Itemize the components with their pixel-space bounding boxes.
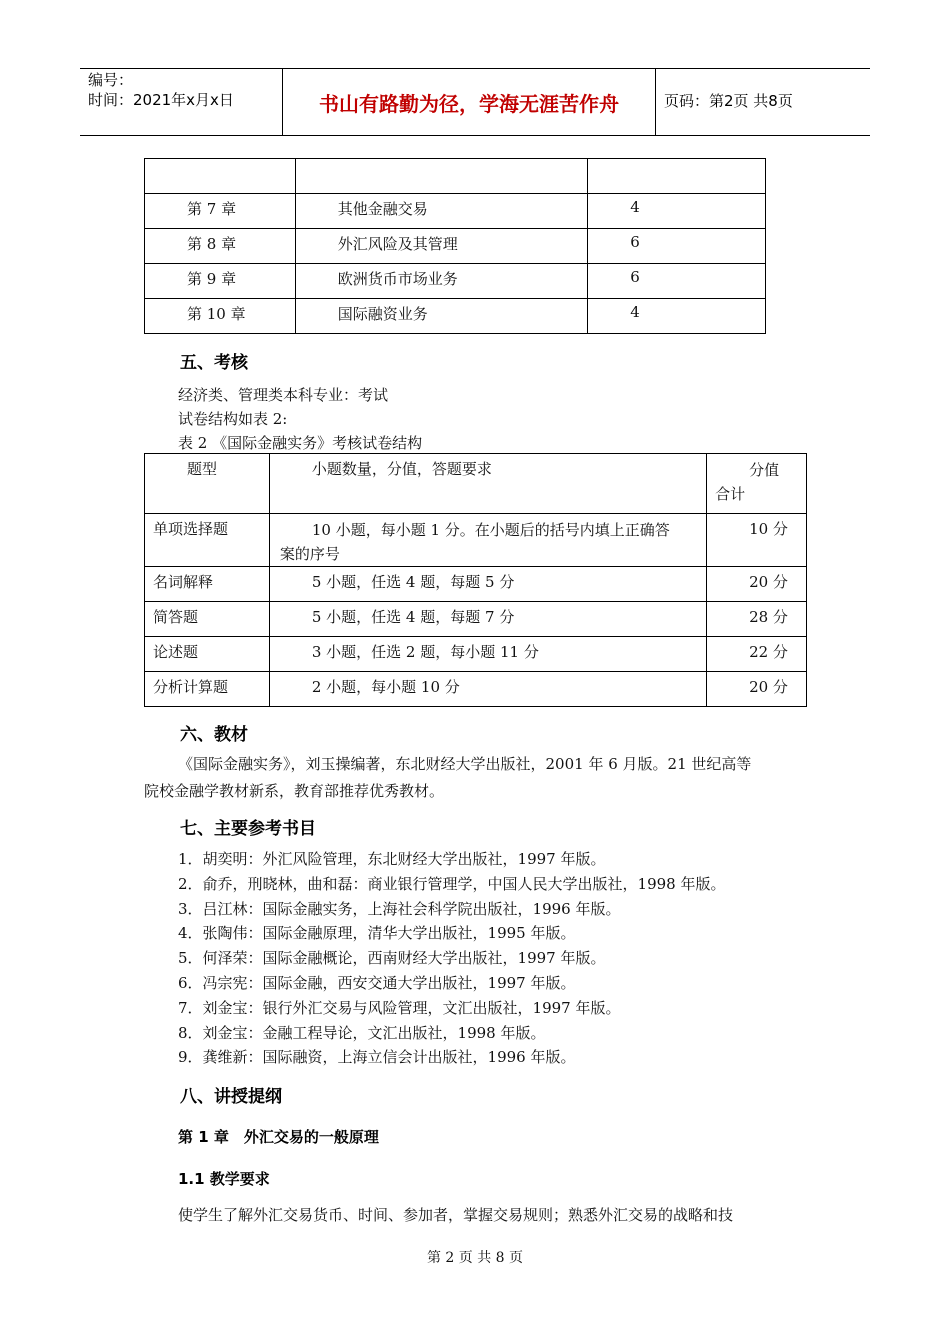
table-caption: 表 2 《国际金融实务》考核试卷结构 [178,434,423,452]
table-row [145,159,766,194]
chapter-hours-cell [588,159,766,194]
table-row [145,637,807,672]
reference-item: 7．刘金宝：银行外汇交易与风险管理，文汇出版社，1997 年版。 [178,999,621,1017]
question-desc-cell: 5 小题，任选 4 题，每题 5 分 [269,567,706,602]
question-score-cell: 28 分 [707,602,807,637]
question-type-cell: 名词解释 [145,567,270,602]
section-heading-assessment: 五、考核 [180,353,248,373]
chapter-title-cell: 外汇风险及其管理 [295,229,587,264]
table-row [145,602,807,637]
chapter-heading: 第 1 章 外汇交易的一般原理 [178,1128,379,1146]
question-type-cell: 单项选择题 [145,514,270,567]
table-row [145,567,807,602]
chapter-cell: 第 9 章 [145,264,296,299]
reference-item: 8．刘金宝：金融工程导论，文汇出版社，1998 年版。 [178,1024,546,1042]
reference-item: 6．冯宗宪：国际金融，西安交通大学出版社，1997 年版。 [178,974,576,992]
header-page-label: 页码：第2页 共8页 [664,92,793,110]
reference-item: 9．龚维新：国际融资，上海立信会计出版社，1996 年版。 [178,1048,576,1066]
header-desc-cell: 小题数量，分值，答题要求 [269,454,706,514]
question-desc-cell [269,514,706,567]
question-type-cell: 论述题 [145,637,270,672]
table-row [145,672,807,707]
header-score-line: 合计 [715,485,746,503]
chapter-hours-table [144,158,766,334]
chapter-hours-cell: 6 [588,264,766,299]
subsection-heading: 1.1 教学要求 [178,1170,270,1188]
table-row [145,514,807,567]
section-heading-outline: 八、讲授提纲 [180,1087,282,1107]
chapter-cell: 第 10 章 [145,299,296,334]
reference-item: 2．俞乔，刑晓林，曲和磊：商业银行管理学，中国人民大学出版社，1998 年版。 [178,875,726,893]
question-desc-line: 案的序号 [279,545,340,563]
table-header-row [145,454,807,514]
reference-item: 3．吕江林：国际金融实务，上海社会科学院出版社，1996 年版。 [178,900,621,918]
question-desc-cell: 3 小题，任选 2 题，每小题 11 分 [269,637,706,672]
question-type-cell: 简答题 [145,602,270,637]
section-heading-textbook: 六、教材 [180,725,248,745]
page-footer: 第 2 页 共 8 页 [426,1250,524,1266]
question-desc-line: 10 小题，每小题 1 分。在小题后的括号内填上正确答 [311,521,670,539]
chapter-hours-cell: 4 [588,299,766,334]
chapter-hours-cell: 4 [588,194,766,229]
header-meta [88,70,234,110]
chapter-title-cell: 其他金融交易 [295,194,587,229]
exam-structure-table [144,453,807,707]
reference-item: 1．胡奕明：外汇风险管理，东北财经大学出版社，1997 年版。 [178,850,606,868]
table-row [145,229,766,264]
question-desc-cell: 2 小题，每小题 10 分 [269,672,706,707]
chapter-cell [145,159,296,194]
document-number-label: 编号： [88,71,134,89]
header-score-line: 分值 [749,461,780,479]
reference-item: 5．何泽荣：国际金融概论，西南财经大学出版社，1997 年版。 [178,949,606,967]
question-score-cell: 10 分 [707,514,807,567]
question-score-cell: 20 分 [707,672,807,707]
body-line: 使学生了解外汇交易货币、时间、参加者，掌握交易规则；熟悉外汇交易的战略和技 [178,1206,734,1224]
question-desc-cell: 5 小题，任选 4 题，每题 7 分 [269,602,706,637]
header-motto: 书山有路勤为径，学海无涯苦作舟 [319,91,619,116]
section-heading-references: 七、主要参考书目 [180,819,316,839]
assessment-line: 试卷结构如表 2: [178,410,288,428]
header-score-cell [707,454,807,514]
question-score-cell: 20 分 [707,567,807,602]
question-score-cell: 22 分 [707,637,807,672]
table-row [145,264,766,299]
header-divider [655,68,656,136]
header-type-cell: 题型 [145,454,270,514]
chapter-cell: 第 8 章 [145,229,296,264]
table-row [145,194,766,229]
assessment-line: 经济类、管理类本科专业：考试 [178,386,389,404]
chapter-title-cell: 国际融资业务 [295,299,587,334]
reference-item: 4．张陶伟：国际金融原理，清华大学出版社，1995 年版。 [178,924,576,942]
chapter-cell: 第 7 章 [145,194,296,229]
chapter-title-cell [295,159,587,194]
document-time-label: 时间：2021年x月x日 [88,91,234,109]
chapter-title-cell: 欧洲货币市场业务 [295,264,587,299]
textbook-line: 《国际金融实务》，刘玉操编著，东北财经大学出版社，2001 年 6 月版。21 世纪高等 [178,755,752,773]
table-row [145,299,766,334]
question-type-cell: 分析计算题 [145,672,270,707]
chapter-hours-cell: 6 [588,229,766,264]
textbook-line: 院校金融学教材新系，教育部推荐优秀教材。 [144,782,445,800]
